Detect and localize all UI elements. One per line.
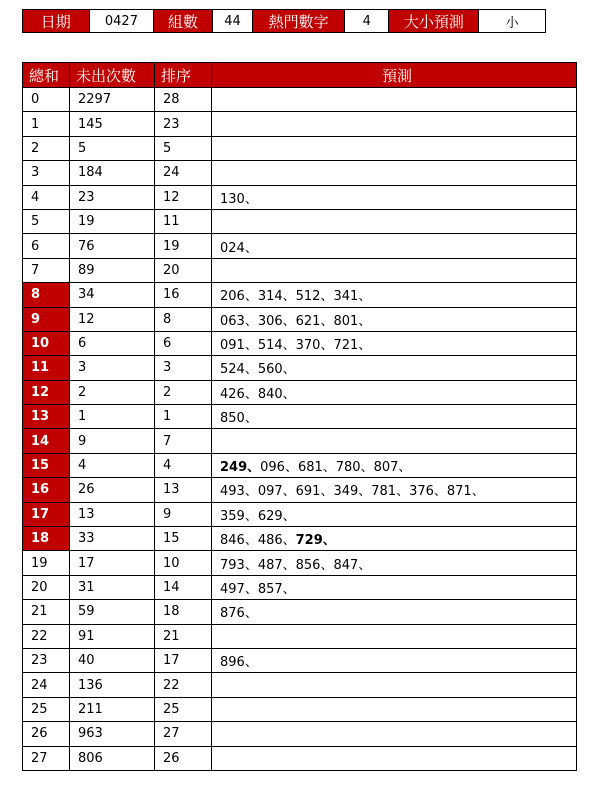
rank-cell: 24 [155,161,212,185]
groups-value: 44 [212,10,252,33]
rank-cell: 25 [155,697,212,721]
table-row [23,161,577,185]
missing-count-cell: 963 [70,722,155,746]
prediction-numbers: 896、 [220,655,258,671]
hot-number-label: 熱門數字 [253,10,345,33]
missing-count-cell: 31 [70,575,155,599]
sum-cell: 19 [23,551,70,575]
rank-cell: 22 [155,673,212,697]
rank-cell: 3 [155,356,212,380]
table-row [23,209,577,233]
table-row [23,307,577,331]
missing-count-cell: 184 [70,161,155,185]
size-prediction-value: 小 [479,10,546,33]
prediction-cell [212,648,577,672]
table-row [23,136,577,160]
sum-cell: 13 [23,405,70,429]
prediction-cell [212,527,577,551]
missing-count-cell: 3 [70,356,155,380]
sum-cell: 21 [23,600,70,624]
prediction-numbers: 091、514、370、721、 [220,338,372,354]
rank-cell: 19 [155,234,212,258]
rank-cell: 6 [155,331,212,355]
col-header-sum: 總和 [23,63,70,88]
table-row [23,380,577,404]
prediction-cell [212,258,577,282]
missing-count-cell: 89 [70,258,155,282]
rank-cell: 20 [155,258,212,282]
prediction-cell [212,136,577,160]
missing-count-cell: 13 [70,502,155,526]
prediction-numbers: 793、487、856、847、 [220,557,372,573]
prediction-numbers: 493、097、691、349、781、376、871、 [220,484,485,500]
rank-cell: 27 [155,722,212,746]
sum-cell: 2 [23,136,70,160]
prediction-numbers: 876、 [220,606,258,622]
sum-cell: 16 [23,478,70,502]
missing-count-cell: 19 [70,209,155,233]
prediction-cell [212,600,577,624]
missing-count-cell: 33 [70,527,155,551]
sum-cell: 14 [23,429,70,453]
sum-cell: 12 [23,380,70,404]
table-row [23,746,577,770]
table-row [23,453,577,477]
sum-cell: 18 [23,527,70,551]
prediction-cell [212,453,577,477]
rank-cell: 9 [155,502,212,526]
rank-cell: 4 [155,453,212,477]
table-header-row [23,63,577,88]
prediction-cell [212,551,577,575]
missing-count-cell: 145 [70,112,155,136]
sum-cell: 24 [23,673,70,697]
sum-cell: 23 [23,648,70,672]
sum-cell: 10 [23,331,70,355]
sum-cell: 9 [23,307,70,331]
rank-cell: 17 [155,648,212,672]
prediction-cell [212,112,577,136]
missing-count-cell: 2 [70,380,155,404]
missing-count-cell: 23 [70,185,155,209]
sum-cell: 20 [23,575,70,599]
missing-count-cell: 1 [70,405,155,429]
prediction-cell [212,478,577,502]
prediction-cell [212,722,577,746]
rank-cell: 18 [155,600,212,624]
sum-cell: 25 [23,697,70,721]
table-row [23,575,577,599]
missing-count-cell: 2297 [70,88,155,112]
table-row [23,185,577,209]
table-row [23,258,577,282]
sum-cell: 6 [23,234,70,258]
date-label: 日期 [23,10,90,33]
table-row [23,722,577,746]
prediction-cell [212,209,577,233]
missing-count-cell: 9 [70,429,155,453]
sum-cell: 3 [23,161,70,185]
table-row [23,551,577,575]
sum-cell: 15 [23,453,70,477]
missing-count-cell: 17 [70,551,155,575]
prediction-cell [212,380,577,404]
prediction-cell [212,502,577,526]
rank-cell: 5 [155,136,212,160]
prediction-table [22,62,577,771]
table-row [23,234,577,258]
sum-cell: 1 [23,112,70,136]
sum-cell: 22 [23,624,70,648]
prediction-cell [212,331,577,355]
sum-cell: 8 [23,283,70,307]
table-row [23,112,577,136]
table-body [23,88,577,771]
table-row [23,478,577,502]
missing-count-cell: 136 [70,673,155,697]
col-header-prediction: 預測 [212,63,577,88]
col-header-missing: 未出次數 [70,63,155,88]
prediction-cell [212,185,577,209]
prediction-numbers: 024、 [220,240,258,256]
rank-cell: 8 [155,307,212,331]
rank-cell: 15 [155,527,212,551]
missing-count-cell: 211 [70,697,155,721]
prediction-numbers: 359、629、 [220,508,296,524]
rank-cell: 21 [155,624,212,648]
table-row [23,405,577,429]
table-row [23,527,577,551]
rank-cell: 10 [155,551,212,575]
prediction-numbers: 206、314、512、341、 [220,289,372,305]
missing-count-cell: 40 [70,648,155,672]
table-row [23,429,577,453]
prediction-numbers: 096、681、780、807、 [260,460,412,476]
rank-cell: 16 [155,283,212,307]
prediction-numbers: 426、840、 [220,386,296,402]
prediction-cell [212,161,577,185]
sum-cell: 7 [23,258,70,282]
table-row [23,673,577,697]
prediction-numbers: 249、 [220,460,261,476]
missing-count-cell: 4 [70,453,155,477]
table-row [23,624,577,648]
table-row [23,502,577,526]
missing-count-cell: 91 [70,624,155,648]
sum-cell: 11 [23,356,70,380]
rank-cell: 11 [155,209,212,233]
prediction-cell [212,356,577,380]
missing-count-cell: 6 [70,331,155,355]
prediction-numbers: 497、857、 [220,582,296,597]
prediction-cell [212,429,577,453]
sum-cell: 27 [23,746,70,770]
missing-count-cell: 59 [70,600,155,624]
rank-cell: 23 [155,112,212,136]
rank-cell: 28 [155,88,212,112]
sum-cell: 26 [23,722,70,746]
groups-label: 組數 [154,10,213,33]
sum-cell: 4 [23,185,70,209]
prediction-cell [212,624,577,648]
rank-cell: 14 [155,575,212,599]
rank-cell: 12 [155,185,212,209]
rank-cell: 26 [155,746,212,770]
prediction-numbers: 063、306、621、801、 [220,313,372,329]
size-prediction-label: 大小預測 [389,10,479,33]
prediction-numbers: 850、 [220,411,258,427]
prediction-numbers: 130、 [220,191,258,207]
table-row [23,88,577,112]
prediction-cell [212,405,577,429]
table-row [23,600,577,624]
missing-count-cell: 806 [70,746,155,770]
sum-cell: 5 [23,209,70,233]
prediction-cell [212,697,577,721]
rank-cell: 7 [155,429,212,453]
prediction-numbers: 846、486、 [220,533,296,549]
col-header-rank: 排序 [155,63,212,88]
missing-count-cell: 34 [70,283,155,307]
prediction-cell [212,307,577,331]
sum-cell: 17 [23,502,70,526]
table-row [23,648,577,672]
prediction-cell [212,88,577,112]
rank-cell: 13 [155,478,212,502]
missing-count-cell: 5 [70,136,155,160]
prediction-numbers: 524、560、 [220,362,296,378]
table-row [23,697,577,721]
date-value: 0427 [89,10,154,33]
prediction-numbers: 729、 [295,533,336,549]
missing-count-cell: 12 [70,307,155,331]
prediction-cell [212,673,577,697]
summary-header [22,9,546,33]
missing-count-cell: 26 [70,478,155,502]
rank-cell: 2 [155,380,212,404]
prediction-cell [212,283,577,307]
prediction-cell [212,746,577,770]
rank-cell: 1 [155,405,212,429]
table-row [23,356,577,380]
missing-count-cell: 76 [70,234,155,258]
sum-cell: 0 [23,88,70,112]
prediction-cell [212,575,577,599]
hot-number-value: 4 [345,10,389,33]
prediction-cell [212,234,577,258]
table-row [23,283,577,307]
table-row [23,331,577,355]
